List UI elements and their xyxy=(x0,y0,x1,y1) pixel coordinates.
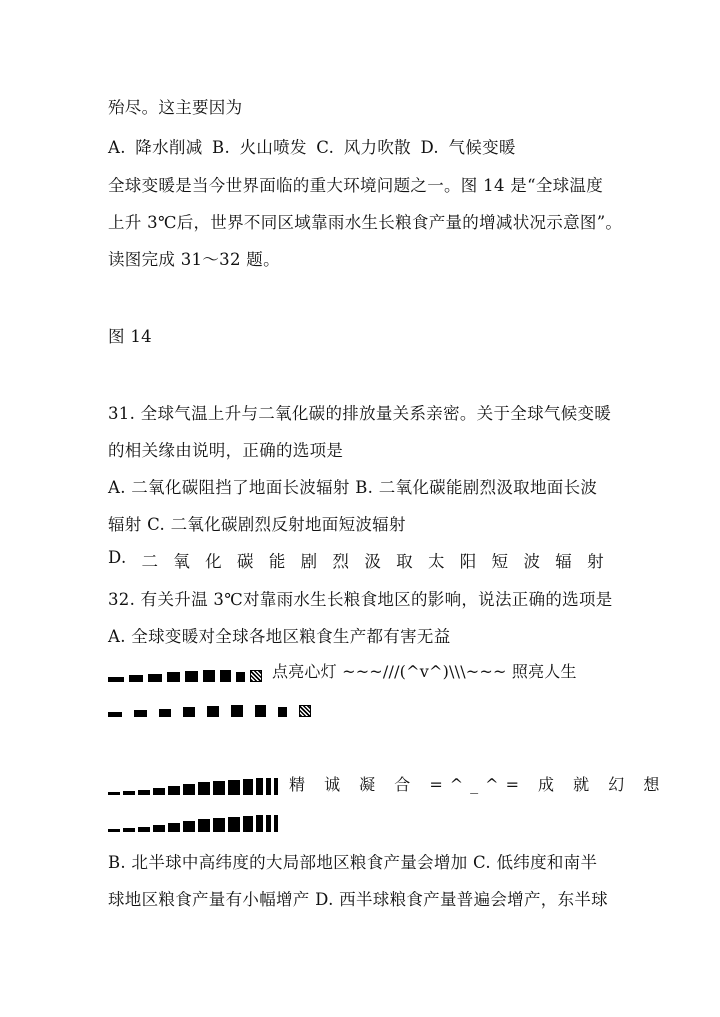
q32-option-c-d: 球地区粮食产量有小幅增产 D. 西半球粮食产量普遍会增产，东半球 xyxy=(108,890,608,909)
q30-options: A. 降水削减 B. 火山喷发 C. 风力吹散 D. 气候变暖 xyxy=(108,138,516,157)
q31-option-c: 辐射 C. 二氧化碳剧烈反射地面短波辐射 xyxy=(108,515,406,534)
text-line: 的相关缘由说明，正确的选项是 xyxy=(108,441,344,460)
q32-option-b-c: B. 北半球中高纬度的大局部地区粮食产量会增加 C. 低纬度和南半 xyxy=(108,853,598,872)
figure-caption: 图 14 xyxy=(108,327,152,346)
question-32: 32. 有关升温 3℃对靠雨水生长粮食地区的影响，说法正确的选项是 xyxy=(108,590,613,609)
decorative-banner-1-tail xyxy=(108,697,315,717)
decorative-banner-2-tail xyxy=(108,812,281,832)
question-31: 31. 全球气温上升与二氧化碳的排放量关系亲密。关于全球气候变暖 xyxy=(108,404,612,423)
decorative-banner-2 xyxy=(108,775,666,795)
q32-option-a: A. 全球变暖对全球各地区粮食生产都有害无益 xyxy=(108,627,451,646)
text-line: 读图完成 31～32 题。 xyxy=(108,250,280,269)
q31-option-d: D. 二 氧 化 碳 能 剧 烈 汲 取 太 阳 短 波 辐 射 xyxy=(108,548,604,571)
text-line: 上升 3℃后，世界不同区域靠雨水生长粮食产量的增减状况示意图”。 xyxy=(108,213,623,232)
decorative-banner-1 xyxy=(108,660,577,682)
q31-option-a-b: A. 二氧化碳阻挡了地面长波辐射 B. 二氧化碳能剧烈汲取地面长波 xyxy=(108,478,598,497)
text-line: 殆尽。这主要因为 xyxy=(108,98,243,117)
banner-2-text: 精 诚 凝 合 =^_^= 成 就 幻 想 xyxy=(289,775,667,794)
banner-1-text: 点亮心灯 ~~~///(^v^)\\\~~~ 照亮人生 xyxy=(272,662,577,681)
text-line: 全球变暖是当今世界面临的重大环境问题之一。图 14 是“全球温度 xyxy=(108,176,604,195)
